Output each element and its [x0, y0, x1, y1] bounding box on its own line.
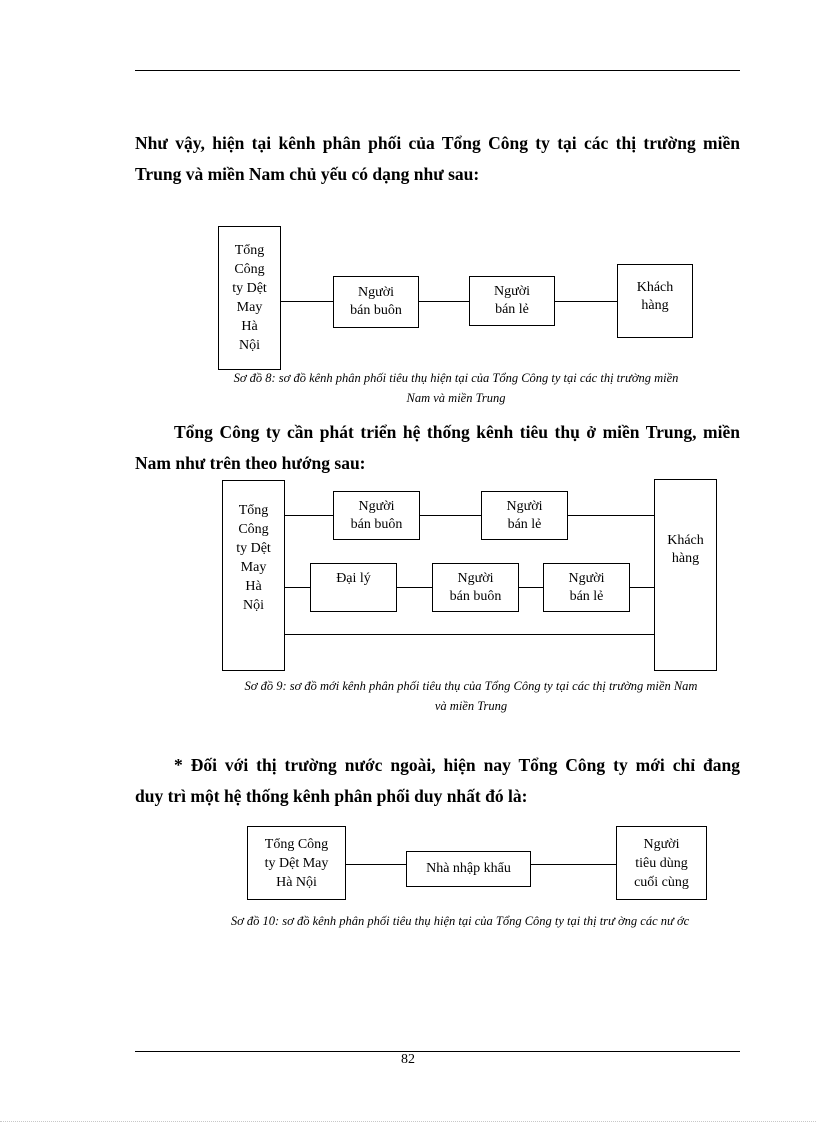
caption-line-1: Sơ đồ 10: sơ đồ kênh phân phối tiêu thụ hiện tại của Tổng Công ty tại thị trư ờng các nư ớc [230, 914, 690, 928]
paragraph-development [135, 417, 740, 479]
wholesaler-box: Người bán buôn [333, 276, 419, 328]
connector [420, 515, 481, 516]
connector [519, 587, 543, 588]
connector [285, 587, 310, 588]
diagram-9-caption [160, 676, 782, 716]
connector [630, 587, 654, 588]
paragraph-foreign [135, 750, 740, 812]
paragraph-development-line-1: Tổng Công ty cần phát triển hệ thống kênh tiêu thụ ở miền Trung, miền [174, 422, 740, 442]
connector [531, 864, 616, 865]
paragraph-development-line-2: Nam như trên theo hướng sau: [135, 453, 366, 473]
connector [346, 864, 406, 865]
paragraph-foreign-line-1: * Đối với thị trường nước ngoài, hiện nay Tổng Công ty mới chỉ đang [174, 755, 740, 775]
diagram-10-caption [140, 911, 780, 931]
wholesaler-mid-box: Người bán buôn [432, 563, 519, 612]
connector [419, 301, 469, 302]
connector [555, 301, 617, 302]
company-box: Tổng Công ty Dệt May Hà Nội [247, 826, 346, 900]
paragraph-intro-line-1: Như vậy, hiện tại kênh phân phối của Tổng Công ty tại các thị trường miền [135, 133, 740, 153]
connector [397, 587, 432, 588]
retailer-top-box: Người bán lẻ [481, 491, 568, 540]
caption-line-1: Sơ đồ 9: sơ đồ mới kênh phân phối tiêu thụ của Tổng Công ty tại các thị trường miền Nam [244, 679, 698, 693]
importer-box: Nhà nhập khẩu [406, 851, 531, 887]
caption-line-2: và miền Trung [434, 699, 508, 713]
retailer-mid-box: Người bán lẻ [543, 563, 630, 612]
diagram-8-caption [170, 368, 742, 408]
connector [285, 515, 333, 516]
page-edge-dotted-line [0, 1121, 816, 1122]
retailer-box: Người bán lẻ [469, 276, 555, 326]
caption-line-2: Nam và miền Trung [406, 391, 506, 405]
customer-box: Khách hàng [617, 264, 693, 338]
caption-line-1: Sơ đồ 8: sơ đồ kênh phân phối tiêu thụ hiện tại của Tổng Công ty tại các thị trường miền [233, 371, 679, 385]
connector [568, 515, 654, 516]
company-box: Tổng Công ty Dệt May Hà Nội [218, 226, 281, 370]
company-box: Tổng Công ty Dệt May Hà Nội [222, 480, 285, 671]
paragraph-foreign-line-2: duy trì một hệ thống kênh phân phối duy nhất đó là: [135, 786, 528, 806]
wholesaler-top-box: Người bán buôn [333, 491, 420, 540]
connector-direct [285, 634, 654, 635]
page-number: 82 [401, 1052, 415, 1067]
consumer-box: Người tiêu dùng cuối cùng [616, 826, 707, 900]
agent-box: Đại lý [310, 563, 397, 612]
customer-box: Khách hàng [654, 479, 717, 671]
header-rule [135, 70, 740, 71]
paragraph-intro [135, 128, 740, 190]
connector [281, 301, 333, 302]
paragraph-intro-line-2: Trung và miền Nam chủ yếu có dạng như sau: [135, 164, 480, 184]
